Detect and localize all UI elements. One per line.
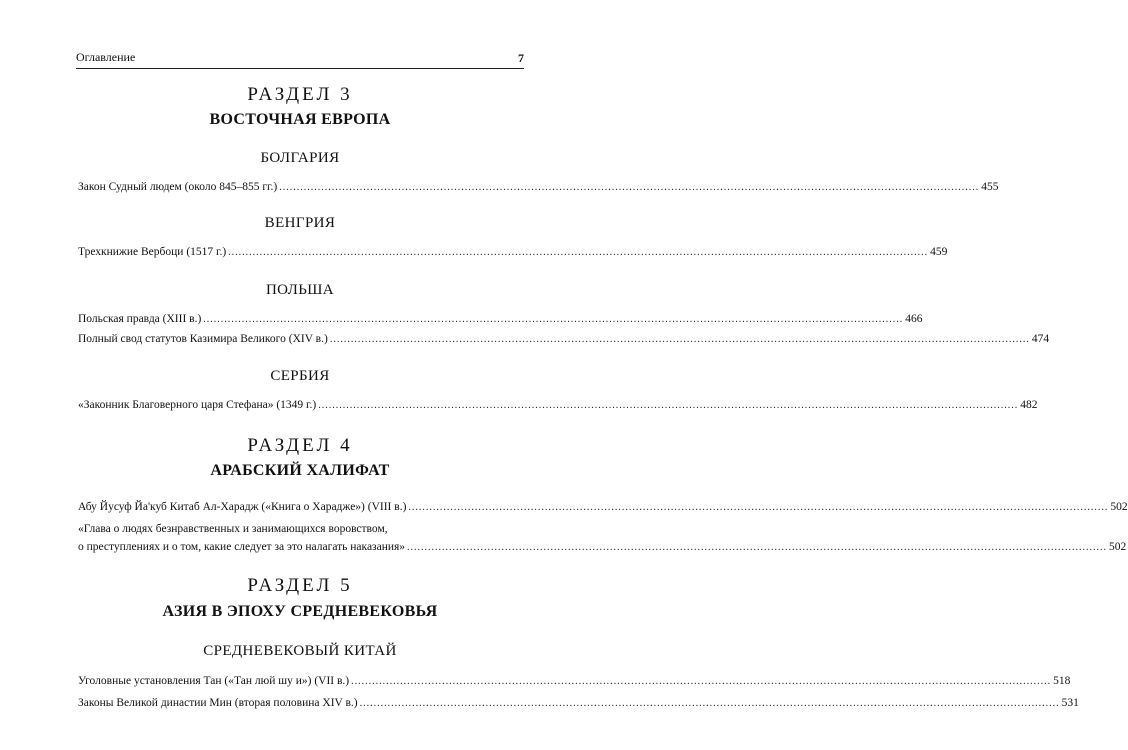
entry-page: 518 [1053,675,1071,687]
leader-dots: ........................................................................................................................................................................................................ [318,400,1019,411]
leader-dots: ........................................................................................................................................................................................................ [407,542,1108,553]
section-number: РАЗДЕЛ 3 [247,84,353,105]
group-title: ПОЛЬША [265,282,335,298]
leader-dots: ........................................................................................................................................................................................................ [359,698,1060,709]
running-header [76,48,524,69]
section-title: ВОСТОЧНАЯ ЕВРОПА [209,111,391,128]
group-title: БОЛГАРИЯ [260,150,340,166]
section-title: АЗИЯ В ЭПОХУ СРЕДНЕВЕКОВЬЯ [162,603,438,620]
entry-title: Законы Великой династии Мин (вторая половина XIV в.) [78,697,358,709]
entry-title: Полный свод статутов Казимира Великого (XIV в.) [78,333,328,345]
entry-title-line: «Глава о людях безнравственных и занимающихся воровством, [78,523,388,535]
entry-title: Закон Судный людем (около 845–855 гг.) [78,181,278,193]
entry-page: 531 [1061,697,1079,709]
section-number: РАЗДЕЛ 5 [247,575,353,596]
group-title: СРЕДНЕВЕКОВЫЙ КИТАЙ [203,643,397,659]
entry-page: 502 [1109,541,1127,553]
entry-page: 459 [930,246,948,258]
leader-dots: ........................................................................................................................................................................................................ [329,334,1030,345]
toc-entry[interactable] [78,333,1050,345]
leader-dots: ........................................................................................................................................................................................................ [279,182,980,193]
group-title: ВЕНГРИЯ [264,215,336,231]
entry-title: Абу Йусуф Йа'куб Китаб Ал-Харадж («Книга о Харадже») (VIII в.) [78,501,407,513]
entry-page: 482 [1020,399,1038,411]
leader-dots: ........................................................................................................................................................................................................ [351,676,1052,687]
toc-entry[interactable] [78,246,948,258]
leader-dots: ........................................................................................................................................................................................................ [408,502,1109,513]
entry-title: Уголовные установления Тан («Тан люй шу и») (VII в.) [78,675,350,687]
section-number: РАЗДЕЛ 4 [247,435,353,456]
entry-page: 502 [1110,501,1128,513]
toc-entry[interactable] [78,675,1071,687]
toc-entry[interactable] [78,501,1128,513]
toc-entry[interactable] [78,181,999,193]
group-title: СЕРБИЯ [270,368,330,384]
entry-page: 474 [1031,333,1050,345]
entry-title: о преступлениях и о том, какие следует за это налагать наказания» [78,541,406,553]
toc-entry[interactable] [78,697,1079,709]
toc-entry[interactable] [78,399,1038,411]
entry-title: «Законник Благоверного царя Стефана» (1349 г.) [78,399,317,411]
header-title: Оглавление [76,50,136,64]
entry-title: Трехкнижие Вербоци (1517 г.) [78,246,227,258]
leader-dots: ........................................................................................................................................................................................................ [228,247,929,258]
toc-entry[interactable] [78,313,923,325]
entry-title: Польская правда (XIII в.) [78,313,202,325]
entry-page: 466 [905,313,923,325]
entry-page: 455 [981,181,999,193]
section-title: АРАБСКИЙ ХАЛИФАТ [210,462,390,479]
page-number: 7 [518,51,524,65]
leader-dots: ........................................................................................................................................................................................................ [203,314,904,325]
toc-entry[interactable] [78,541,1127,553]
